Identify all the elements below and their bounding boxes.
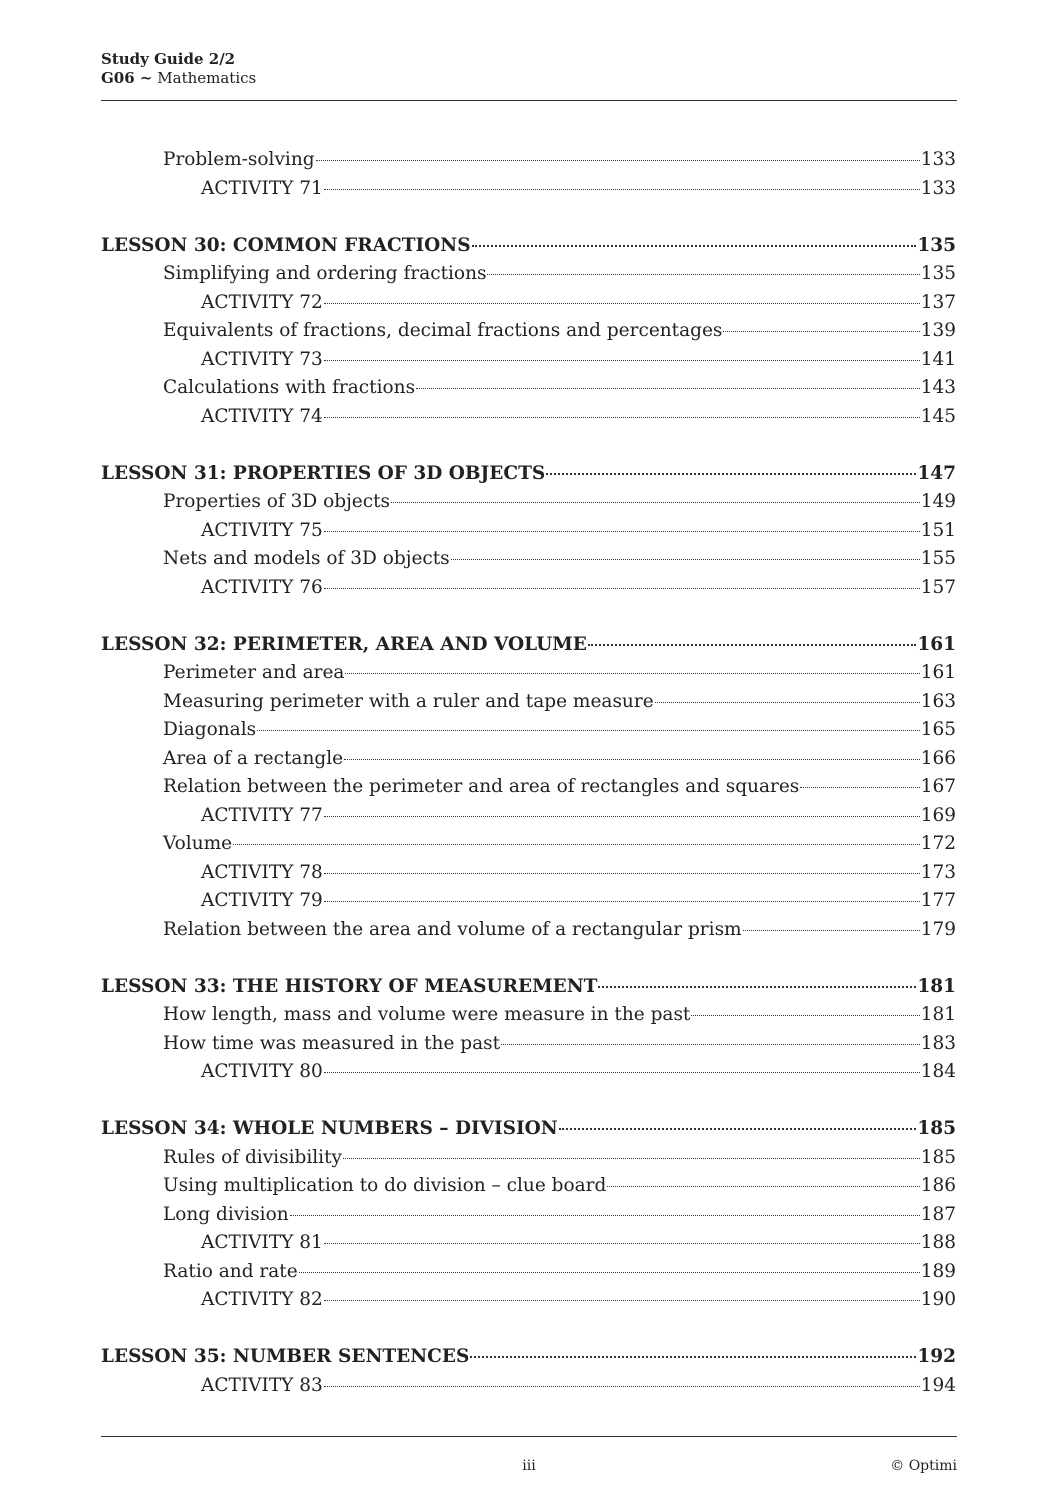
toc-dot-leader [655,702,920,703]
toc-activity-entry[interactable] [101,802,956,831]
toc-dot-leader [324,189,920,190]
course-line [101,69,957,88]
toc-entry-title: ACTIVITY 82 [201,1289,323,1310]
footer-copyright: © Optimi [890,1458,957,1474]
toc-activity-entry[interactable] [101,887,956,916]
toc-section-entry[interactable] [101,374,956,403]
toc-entry-title: ACTIVITY 79 [201,890,323,911]
toc-entry-title: Volume [163,833,233,854]
toc-section-entry[interactable] [101,916,956,945]
toc-entry-page: 187 [920,1203,956,1225]
toc-section-entry[interactable] [101,1001,956,1030]
toc-dot-leader [290,1215,920,1216]
toc-section-entry[interactable] [101,146,956,175]
toc-activity-entry[interactable] [101,859,956,888]
toc-entry-page: 147 [917,462,956,484]
toc-entry-page: 188 [920,1232,956,1253]
toc-dot-leader [598,986,916,988]
toc-entry-page: 173 [920,861,956,883]
toc-activity-entry[interactable] [101,1058,956,1087]
toc-dot-leader [257,730,920,731]
toc-entry-title: ACTIVITY 81 [201,1232,323,1253]
toc-entry-page: 184 [920,1061,956,1082]
toc-entry-page: 169 [920,804,956,826]
toc-lesson-entry[interactable] [101,1343,956,1372]
toc-section-entry[interactable] [101,1258,956,1287]
toc-entry-page: 157 [920,576,956,598]
toc-dot-leader [316,160,920,161]
toc-entry-title: ACTIVITY 72 [201,291,323,313]
toc-entry-page: 185 [917,1118,956,1139]
toc-section-entry[interactable] [101,1172,956,1201]
toc-dot-leader [559,1128,917,1130]
toc-entry-title: Equivalents of fractions, decimal fractions and percentages [163,320,723,341]
toc-entry-title: LESSON 30: COMMON FRACTIONS [101,234,471,256]
toc-lesson-entry[interactable] [101,1115,956,1144]
grade-code: G06 ~ [101,69,153,87]
subject-name: Mathematics [157,69,257,87]
toc-dot-leader [344,759,920,760]
toc-dot-leader [501,1044,920,1045]
toc-entry-page: 137 [920,291,956,313]
toc-section-entry[interactable] [101,745,956,774]
toc-dot-leader [546,473,916,475]
toc-entry-page: 135 [917,234,956,256]
toc-entry-title: How length, mass and volume were measure in the past [163,1004,691,1025]
toc-dot-leader [324,1243,920,1244]
toc-entry-title: Simplifying and ordering fractions [163,263,487,284]
toc-dot-leader [324,588,920,589]
toc-entry-page: 161 [920,662,956,683]
toc-dot-leader [416,388,920,389]
toc-section-entry[interactable] [101,545,956,574]
toc-entry-page: 192 [917,1346,956,1367]
toc-entry-title: Ratio and rate [163,1260,298,1282]
toc-section-entry[interactable] [101,317,956,346]
toc-entry-page: 186 [920,1175,956,1196]
toc-dot-leader [233,844,920,845]
toc-section-entry[interactable] [101,830,956,859]
toc-dot-leader [800,787,919,788]
toc-activity-entry[interactable] [101,403,956,432]
toc-dot-leader [299,1272,920,1273]
toc-lesson-entry[interactable] [101,232,956,261]
toc-entry-title: ACTIVITY 83 [201,1374,323,1396]
toc-dot-leader [324,360,920,361]
toc-dot-leader [607,1186,919,1187]
toc-entry-page: 185 [920,1146,956,1168]
toc-entry-page: 179 [920,918,956,940]
toc-dot-leader [723,331,919,332]
toc-dot-leader [324,873,920,874]
toc-dot-leader [324,531,920,532]
toc-section-entry[interactable] [101,773,956,802]
study-guide-title: Study Guide 2/2 [101,50,236,68]
toc-entry-title: Long division [163,1203,289,1225]
toc-dot-leader [324,816,920,817]
toc-dot-leader [324,417,920,418]
toc-entry-title: Area of a rectangle [163,747,344,769]
toc-entry-title: Nets and models of 3D objects [163,548,450,569]
toc-entry-page: 141 [920,348,956,370]
toc-activity-entry[interactable] [101,574,956,603]
toc-dot-leader [451,559,920,560]
toc-section-entry[interactable] [101,1201,956,1230]
toc-entry-title: ACTIVITY 75 [201,519,323,541]
toc-dot-leader [691,1015,919,1016]
toc-entry-title: Problem-solving [163,149,315,170]
toc-entry-title: ACTIVITY 73 [201,348,323,370]
toc-section-entry[interactable] [101,1144,956,1173]
toc-entry-title: LESSON 32: PERIMETER, AREA AND VOLUME [101,633,587,655]
toc-entry-page: 165 [920,719,956,740]
toc-dot-leader [343,1158,920,1159]
toc-section-entry[interactable] [101,716,956,745]
toc-entry-title: Rules of divisibility [163,1146,342,1168]
toc-dot-leader [324,1300,920,1301]
footer-page-number: iii [522,1458,536,1474]
toc-dot-leader [324,1386,920,1387]
toc-lesson-entry[interactable] [101,631,956,660]
toc-entry-title: Diagonals [163,719,257,740]
toc-entry-title: ACTIVITY 74 [201,405,323,427]
toc-entry-page: 183 [920,1032,956,1054]
toc-entry-page: 190 [920,1289,956,1310]
toc-dot-leader [743,930,920,931]
toc-entry-title: LESSON 34: WHOLE NUMBERS – DIVISION [101,1118,558,1139]
page-header [101,50,957,88]
toc-entry-title: Measuring perimeter with a ruler and tape measure [163,690,654,712]
toc-entry-title: Calculations with fractions [163,377,416,398]
toc-entry-page: 155 [920,548,956,569]
header-divider [101,100,957,101]
toc-entry-title: Perimeter and area [163,662,345,683]
toc-entry-title: LESSON 33: THE HISTORY OF MEASUREMENT [101,975,598,997]
toc-dot-leader [324,1072,920,1073]
toc-entry-title: ACTIVITY 78 [201,861,323,883]
toc-section-entry[interactable] [101,1030,956,1059]
toc-entry-page: 161 [917,633,956,655]
toc-dot-leader [472,245,917,247]
toc-entry-title: ACTIVITY 80 [201,1061,323,1082]
toc-activity-entry[interactable] [101,517,956,546]
toc-entry-title: Relation between the perimeter and area of rectangles and squares [163,776,800,797]
toc-entry-page: 167 [920,776,956,797]
toc-lesson-entry[interactable] [101,973,956,1002]
toc-entry-page: 143 [920,377,956,398]
toc-entry-page: 145 [920,405,956,427]
toc-entry-page: 177 [920,890,956,911]
toc-entry-page: 133 [920,177,956,199]
toc-entry-page: 181 [920,1004,956,1025]
toc-entry-title: Relation between the area and volume of a rectangular prism [163,918,742,940]
toc-entry-title: LESSON 35: NUMBER SENTENCES [101,1346,470,1367]
toc-entry-title: Properties of 3D objects [163,491,391,512]
toc-entry-title: How time was measured in the past [163,1032,501,1054]
toc-entry-page: 194 [920,1374,956,1396]
toc-activity-entry[interactable] [101,289,956,318]
toc-entry-title: ACTIVITY 76 [201,576,323,598]
toc-entry-page: 181 [917,975,956,997]
footer-divider [101,1436,957,1437]
toc-dot-leader [345,673,919,674]
toc-entry-page: 149 [920,491,956,512]
toc-entry-page: 163 [920,690,956,712]
toc-dot-leader [324,901,920,902]
toc-dot-leader [391,502,920,503]
toc-entry-title: Using multiplication to do division – clue board [163,1175,607,1196]
toc-lesson-entry[interactable] [101,460,956,489]
toc-entry-page: 135 [920,263,956,284]
toc-section-entry[interactable] [101,688,956,717]
toc-activity-entry[interactable] [101,346,956,375]
toc-entry-page: 189 [920,1260,956,1282]
toc-entry-title: ACTIVITY 77 [201,804,323,826]
toc-entry-title: ACTIVITY 71 [201,177,323,199]
toc-entry-page: 172 [920,833,956,854]
toc-section-entry[interactable] [101,659,956,688]
toc-dot-leader [324,303,920,304]
toc-activity-entry[interactable] [101,1372,956,1401]
toc-entry-page: 166 [920,747,956,769]
table-of-contents [101,146,956,1400]
toc-entry-title: LESSON 31: PROPERTIES OF 3D OBJECTS [101,462,546,484]
toc-activity-entry[interactable] [101,1286,956,1315]
toc-dot-leader [588,644,917,646]
toc-entry-page: 133 [920,149,956,170]
toc-section-entry[interactable] [101,260,956,289]
toc-entry-page: 139 [920,320,956,341]
toc-entry-page: 151 [920,519,956,541]
toc-dot-leader [487,274,919,275]
toc-dot-leader [470,1356,916,1358]
toc-section-entry[interactable] [101,488,956,517]
toc-activity-entry[interactable] [101,1229,956,1258]
toc-activity-entry[interactable] [101,175,956,204]
